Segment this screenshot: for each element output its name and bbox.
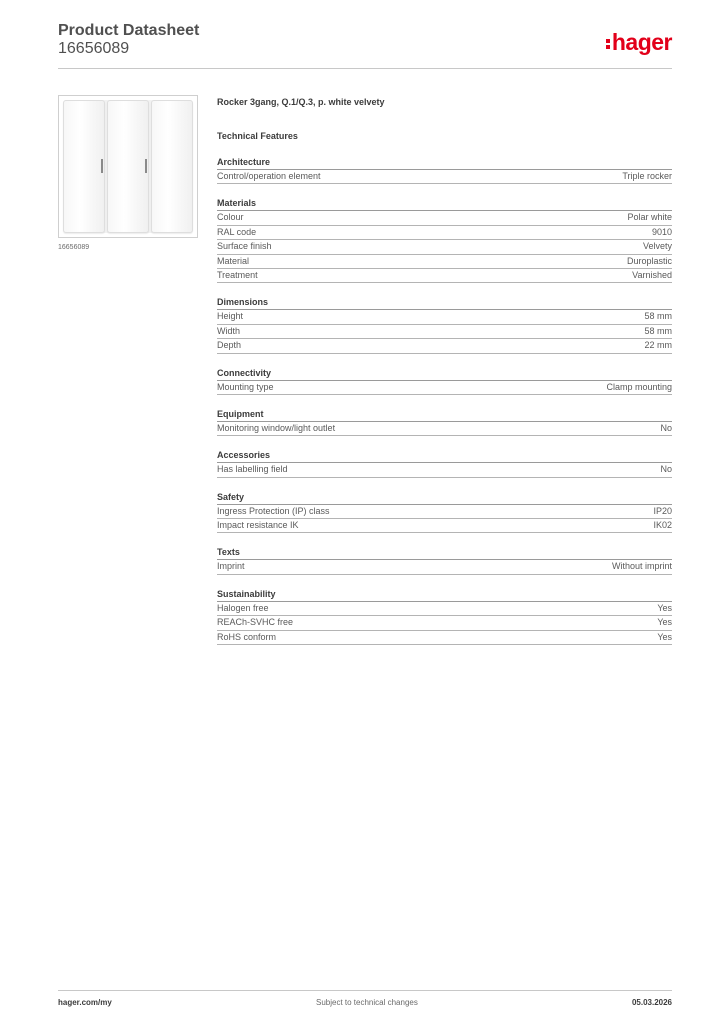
page-title: Product Datasheet: [58, 22, 200, 39]
rocker-plate: [63, 100, 193, 233]
feature-label: Impact resistance IK: [217, 520, 299, 531]
feature-section: [217, 156, 672, 184]
footer-date: 05.03.2026: [631, 998, 672, 1007]
feature-row: [217, 226, 672, 240]
feature-row: [217, 339, 672, 353]
section-title: Equipment: [217, 408, 672, 422]
footer-website: hager.com/my: [58, 998, 112, 1007]
feature-value: 9010: [651, 226, 672, 237]
feature-value: No: [660, 422, 672, 433]
feature-section: [217, 588, 672, 645]
feature-value: Varnished: [632, 269, 672, 280]
feature-row: [217, 269, 672, 283]
feature-section: [217, 197, 672, 283]
features-title: Technical Features: [217, 131, 298, 141]
feature-label: Imprint: [217, 561, 245, 572]
footer-notice: Subject to technical changes: [316, 998, 418, 1007]
section-title: Architecture: [217, 156, 672, 170]
feature-row: [217, 463, 672, 477]
rocker-left: [63, 100, 105, 233]
feature-label: Mounting type: [217, 381, 274, 392]
feature-label: Has labelling field: [217, 464, 288, 475]
section-title: Dimensions: [217, 296, 672, 310]
product-name: Rocker 3gang, Q.1/Q.3, p. white velvety: [217, 97, 385, 107]
section-title: Materials: [217, 197, 672, 211]
feature-value: Without imprint: [611, 561, 672, 572]
feature-label: Control/operation element: [217, 171, 321, 181]
feature-value: 22 mm: [644, 340, 672, 351]
product-number: 16656089: [58, 40, 130, 57]
feature-label: RAL code: [217, 226, 257, 237]
rocker-right: [151, 100, 193, 233]
feature-label: Monitoring window/light outlet: [217, 422, 336, 433]
feature-value: IP20: [653, 505, 672, 516]
feature-value: Clamp mounting: [606, 381, 672, 392]
feature-label: Halogen free: [217, 602, 269, 613]
feature-section: [217, 408, 672, 436]
feature-row: [217, 560, 672, 574]
feature-value: Yes: [657, 617, 672, 628]
logo-text: hager: [611, 29, 672, 55]
feature-row: [217, 310, 672, 324]
datasheet-content: [217, 96, 672, 658]
feature-label: Width: [217, 325, 241, 336]
section-title: Sustainability: [217, 588, 672, 602]
feature-label: Height: [217, 311, 244, 322]
feature-sections: [217, 156, 672, 645]
feature-value: No: [660, 464, 672, 475]
feature-row: [217, 240, 672, 254]
section-title: Connectivity: [217, 367, 672, 381]
feature-row: [217, 325, 672, 339]
feature-row: [217, 211, 672, 225]
footer-divider: [58, 990, 672, 991]
feature-label: Ingress Protection (IP) class: [217, 505, 330, 516]
feature-value: Yes: [657, 602, 672, 613]
feature-row: [217, 616, 672, 630]
feature-value: Yes: [657, 631, 672, 642]
section-title: Safety: [217, 491, 672, 505]
feature-label: Material: [217, 255, 250, 266]
feature-label: Treatment: [217, 269, 258, 280]
feature-row: [217, 170, 672, 184]
feature-value: Triple rocker: [622, 171, 672, 181]
rocker-middle: [107, 100, 149, 233]
feature-value: 58 mm: [644, 311, 672, 322]
feature-row: [217, 602, 672, 616]
feature-value: 58 mm: [644, 325, 672, 336]
feature-row: [217, 505, 672, 519]
feature-section: [217, 491, 672, 534]
section-title: Texts: [217, 546, 672, 560]
feature-section: [217, 449, 672, 477]
feature-label: Colour: [217, 212, 244, 223]
feature-row: [217, 255, 672, 269]
feature-section: [217, 296, 672, 353]
logo-dots: [606, 39, 610, 49]
feature-label: Depth: [217, 340, 242, 351]
feature-row: [217, 519, 672, 533]
hager-logo: [606, 27, 672, 57]
feature-label: RoHS conform: [217, 631, 277, 642]
feature-section: [217, 546, 672, 574]
feature-label: REACh-SVHC free: [217, 617, 294, 628]
section-title: Accessories: [217, 449, 672, 463]
header-divider: [58, 68, 672, 69]
feature-row: [217, 631, 672, 645]
feature-row: [217, 422, 672, 436]
product-image: [58, 95, 198, 238]
image-caption: 16656089: [58, 244, 90, 251]
feature-value: Polar white: [627, 212, 672, 223]
feature-section: [217, 367, 672, 395]
feature-label: Surface finish: [217, 241, 272, 252]
feature-row: [217, 381, 672, 395]
feature-value: Duroplastic: [626, 255, 672, 266]
feature-value: IK02: [653, 520, 672, 531]
feature-value: Velvety: [642, 241, 672, 252]
